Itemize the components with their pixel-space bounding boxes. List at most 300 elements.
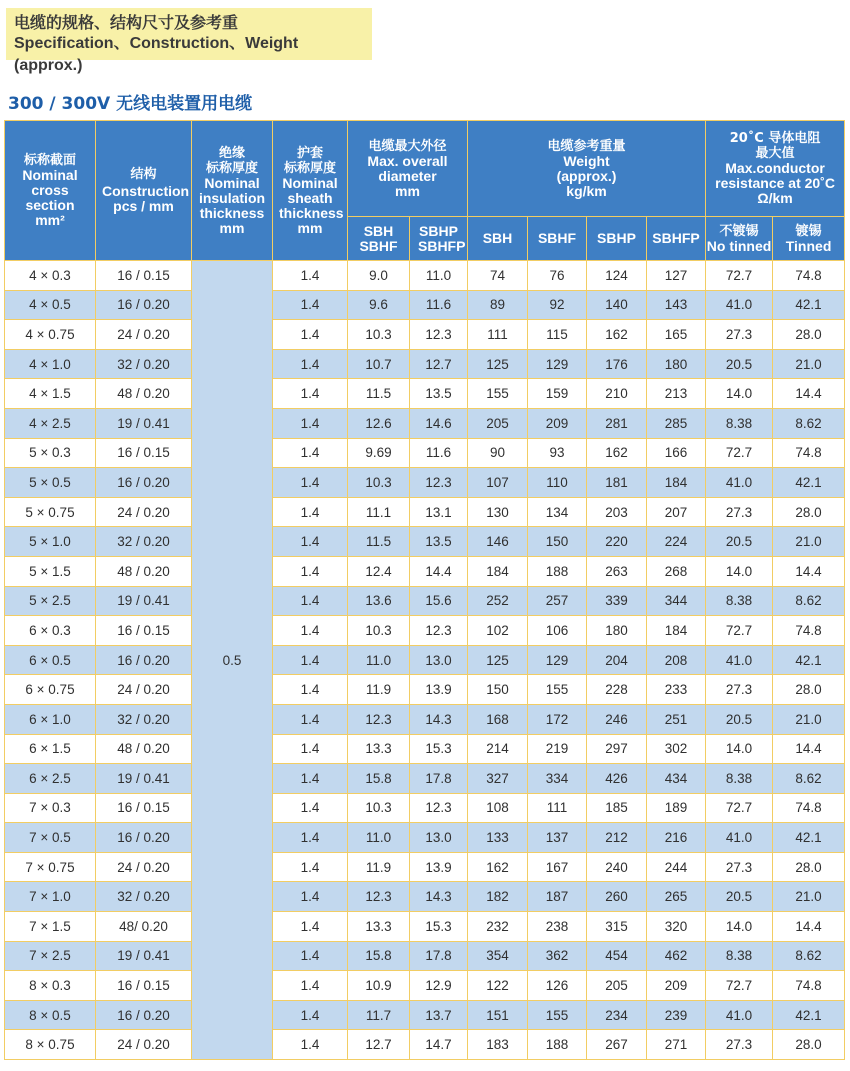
section-title-cn: 电缆的规格、结构尺寸及参考重 <box>14 13 239 32</box>
cell-res-no-tinned: 41.0 <box>706 1000 773 1030</box>
cell-od-sbh-sbhf: 9.6 <box>348 290 410 320</box>
cell-res-no-tinned: 14.0 <box>706 912 773 942</box>
cell-res-tinned: 42.1 <box>773 645 845 675</box>
cell-weight-sbh: 168 <box>468 704 528 734</box>
cell-weight-sbhp: 180 <box>587 616 647 646</box>
cell-od-sbhp-sbhfp: 11.6 <box>410 438 468 468</box>
cell-od-sbhp-sbhfp: 17.8 <box>410 941 468 971</box>
table-row <box>5 793 845 823</box>
cell-sheath: 1.4 <box>273 823 348 853</box>
cell-weight-sbh: 125 <box>468 349 528 379</box>
cell-res-tinned: 74.8 <box>773 616 845 646</box>
cell-nominal: 7 × 0.3 <box>5 793 96 823</box>
cell-od-sbhp-sbhfp: 13.0 <box>410 823 468 853</box>
cell-res-tinned: 74.8 <box>773 793 845 823</box>
spec-table <box>4 120 845 1060</box>
cell-od-sbhp-sbhfp: 13.9 <box>410 675 468 705</box>
cell-weight-sbhp: 185 <box>587 793 647 823</box>
cell-construction: 16 / 0.20 <box>96 290 192 320</box>
table-row <box>5 438 845 468</box>
cell-weight-sbhf: 219 <box>528 734 587 764</box>
cell-construction: 16 / 0.15 <box>96 438 192 468</box>
cell-weight-sbhf: 76 <box>528 261 587 291</box>
cell-sheath: 1.4 <box>273 379 348 409</box>
cell-res-tinned: 28.0 <box>773 675 845 705</box>
cell-weight-sbhp: 240 <box>587 852 647 882</box>
cell-weight-sbhfp: 166 <box>647 438 706 468</box>
header-weight-sbhfp: SBHFP <box>647 217 706 261</box>
cell-weight-sbhf: 110 <box>528 468 587 498</box>
table-row <box>5 912 845 942</box>
cell-od-sbh-sbhf: 13.6 <box>348 586 410 616</box>
cell-weight-sbhf: 187 <box>528 882 587 912</box>
cell-res-no-tinned: 41.0 <box>706 290 773 320</box>
cell-od-sbh-sbhf: 11.0 <box>348 823 410 853</box>
cell-weight-sbhf: 115 <box>528 320 587 350</box>
cell-nominal: 4 × 1.0 <box>5 349 96 379</box>
cell-weight-sbh: 252 <box>468 586 528 616</box>
table-row <box>5 556 845 586</box>
cell-od-sbh-sbhf: 10.3 <box>348 320 410 350</box>
cell-res-no-tinned: 20.5 <box>706 882 773 912</box>
cell-od-sbhp-sbhfp: 14.3 <box>410 704 468 734</box>
cell-nominal: 5 × 0.3 <box>5 438 96 468</box>
cell-weight-sbhfp: 184 <box>647 468 706 498</box>
cell-res-tinned: 28.0 <box>773 852 845 882</box>
cell-sheath: 1.4 <box>273 941 348 971</box>
cell-od-sbh-sbhf: 11.5 <box>348 527 410 557</box>
cell-weight-sbhp: 210 <box>587 379 647 409</box>
cell-nominal: 6 × 2.5 <box>5 764 96 794</box>
cell-od-sbh-sbhf: 12.4 <box>348 556 410 586</box>
cell-construction: 16 / 0.15 <box>96 793 192 823</box>
cell-weight-sbhp: 315 <box>587 912 647 942</box>
cell-weight-sbhfp: 233 <box>647 675 706 705</box>
header-od-sbh-sbhf: SBH SBHF <box>348 217 410 261</box>
cell-sheath: 1.4 <box>273 349 348 379</box>
table-row <box>5 852 845 882</box>
cell-nominal: 7 × 2.5 <box>5 941 96 971</box>
cell-od-sbh-sbhf: 12.3 <box>348 704 410 734</box>
cell-construction: 19 / 0.41 <box>96 586 192 616</box>
cell-weight-sbhp: 220 <box>587 527 647 557</box>
cell-construction: 19 / 0.41 <box>96 408 192 438</box>
cell-od-sbh-sbhf: 12.7 <box>348 1030 410 1060</box>
cell-od-sbh-sbhf: 13.3 <box>348 912 410 942</box>
cell-res-no-tinned: 20.5 <box>706 349 773 379</box>
cell-weight-sbh: 162 <box>468 852 528 882</box>
table-row <box>5 586 845 616</box>
cell-construction: 16 / 0.20 <box>96 823 192 853</box>
cell-nominal: 5 × 1.5 <box>5 556 96 586</box>
table-row <box>5 823 845 853</box>
cell-weight-sbhfp: 213 <box>647 379 706 409</box>
table-row <box>5 349 845 379</box>
cell-res-no-tinned: 27.3 <box>706 852 773 882</box>
cell-nominal: 6 × 1.5 <box>5 734 96 764</box>
table-row <box>5 379 845 409</box>
cell-weight-sbhp: 260 <box>587 882 647 912</box>
cell-res-tinned: 8.62 <box>773 764 845 794</box>
cell-nominal: 4 × 0.75 <box>5 320 96 350</box>
header-resistance: 20˚C 导体电阻 最大值 Max.conductor resistance at 20˚C Ω/km <box>706 121 845 217</box>
cell-res-tinned: 42.1 <box>773 1000 845 1030</box>
cell-weight-sbh: 183 <box>468 1030 528 1060</box>
cell-res-no-tinned: 8.38 <box>706 408 773 438</box>
cell-weight-sbhfp: 239 <box>647 1000 706 1030</box>
cell-weight-sbhfp: 209 <box>647 971 706 1001</box>
cell-res-tinned: 28.0 <box>773 320 845 350</box>
cell-weight-sbhf: 137 <box>528 823 587 853</box>
cell-weight-sbh: 184 <box>468 556 528 586</box>
cell-od-sbh-sbhf: 10.9 <box>348 971 410 1001</box>
cell-sheath: 1.4 <box>273 1030 348 1060</box>
cell-res-no-tinned: 14.0 <box>706 556 773 586</box>
table-row <box>5 704 845 734</box>
table-row <box>5 527 845 557</box>
cell-nominal: 7 × 0.75 <box>5 852 96 882</box>
cell-res-no-tinned: 41.0 <box>706 468 773 498</box>
cell-sheath: 1.4 <box>273 408 348 438</box>
cell-weight-sbhfp: 285 <box>647 408 706 438</box>
cell-weight-sbh: 102 <box>468 616 528 646</box>
cell-res-tinned: 74.8 <box>773 438 845 468</box>
table-subtitle: 300 / 300V 无线电装置用电缆 <box>8 94 253 114</box>
cell-weight-sbhf: 188 <box>528 1030 587 1060</box>
cell-od-sbhp-sbhfp: 13.9 <box>410 852 468 882</box>
cell-od-sbh-sbhf: 11.5 <box>348 379 410 409</box>
cell-res-tinned: 14.4 <box>773 556 845 586</box>
cell-nominal: 8 × 0.3 <box>5 971 96 1001</box>
table-row <box>5 497 845 527</box>
cell-weight-sbhf: 126 <box>528 971 587 1001</box>
cell-od-sbhp-sbhfp: 15.3 <box>410 734 468 764</box>
header-sheath: 护套 标称厚度 Nominal sheath thickness mm <box>273 121 348 261</box>
cell-nominal: 7 × 1.5 <box>5 912 96 942</box>
cell-weight-sbhf: 129 <box>528 349 587 379</box>
cell-weight-sbhf: 155 <box>528 675 587 705</box>
cell-res-no-tinned: 27.3 <box>706 497 773 527</box>
cell-nominal: 6 × 1.0 <box>5 704 96 734</box>
table-row <box>5 616 845 646</box>
cell-weight-sbhfp: 180 <box>647 349 706 379</box>
cell-sheath: 1.4 <box>273 882 348 912</box>
section-title-en: Specification、Construction、Weight (approx.) <box>14 35 299 74</box>
table-row <box>5 1030 845 1060</box>
cell-weight-sbhp: 426 <box>587 764 647 794</box>
cell-weight-sbh: 122 <box>468 971 528 1001</box>
cell-res-tinned: 14.4 <box>773 379 845 409</box>
cell-construction: 48 / 0.20 <box>96 734 192 764</box>
cell-od-sbh-sbhf: 15.8 <box>348 941 410 971</box>
cell-weight-sbhfp: 265 <box>647 882 706 912</box>
cell-od-sbh-sbhf: 10.3 <box>348 616 410 646</box>
cell-od-sbh-sbhf: 11.1 <box>348 497 410 527</box>
cell-weight-sbhf: 334 <box>528 764 587 794</box>
cell-construction: 16 / 0.20 <box>96 1000 192 1030</box>
cell-construction: 48/ 0.20 <box>96 912 192 942</box>
cell-construction: 24 / 0.20 <box>96 320 192 350</box>
header-res-no-tinned: 不镀锡 No tinned <box>706 217 773 261</box>
cell-sheath: 1.4 <box>273 852 348 882</box>
cell-construction: 32 / 0.20 <box>96 527 192 557</box>
cell-sheath: 1.4 <box>273 261 348 291</box>
cell-res-tinned: 8.62 <box>773 586 845 616</box>
cell-weight-sbhf: 209 <box>528 408 587 438</box>
cell-od-sbhp-sbhfp: 13.5 <box>410 379 468 409</box>
cell-weight-sbhf: 159 <box>528 379 587 409</box>
cell-weight-sbhp: 162 <box>587 320 647 350</box>
cell-weight-sbh: 111 <box>468 320 528 350</box>
cell-weight-sbh: 107 <box>468 468 528 498</box>
cell-res-no-tinned: 72.7 <box>706 616 773 646</box>
cell-sheath: 1.4 <box>273 468 348 498</box>
cell-weight-sbh: 232 <box>468 912 528 942</box>
cell-weight-sbh: 205 <box>468 408 528 438</box>
header-weight: 电缆参考重量 Weight (approx.) kg/km <box>468 121 706 217</box>
cell-od-sbhp-sbhfp: 11.0 <box>410 261 468 291</box>
cell-od-sbh-sbhf: 9.69 <box>348 438 410 468</box>
cell-sheath: 1.4 <box>273 497 348 527</box>
cell-sheath: 1.4 <box>273 734 348 764</box>
cell-weight-sbhfp: 434 <box>647 764 706 794</box>
cell-weight-sbh: 74 <box>468 261 528 291</box>
table-row <box>5 290 845 320</box>
cell-weight-sbh: 90 <box>468 438 528 468</box>
cell-weight-sbhf: 362 <box>528 941 587 971</box>
cell-weight-sbhf: 134 <box>528 497 587 527</box>
cell-od-sbh-sbhf: 10.3 <box>348 793 410 823</box>
cell-nominal: 5 × 0.5 <box>5 468 96 498</box>
cell-construction: 32 / 0.20 <box>96 704 192 734</box>
cell-sheath: 1.4 <box>273 290 348 320</box>
header-construction: 结构 Construction pcs / mm <box>96 121 192 261</box>
cell-weight-sbh: 146 <box>468 527 528 557</box>
cell-weight-sbhfp: 302 <box>647 734 706 764</box>
cell-od-sbh-sbhf: 10.7 <box>348 349 410 379</box>
header-weight-sbhf: SBHF <box>528 217 587 261</box>
cell-res-no-tinned: 8.38 <box>706 764 773 794</box>
cell-od-sbh-sbhf: 9.0 <box>348 261 410 291</box>
cell-weight-sbhp: 204 <box>587 645 647 675</box>
section-header-box <box>6 8 372 74</box>
table-row <box>5 320 845 350</box>
cell-res-no-tinned: 20.5 <box>706 527 773 557</box>
cell-res-no-tinned: 41.0 <box>706 645 773 675</box>
cell-weight-sbhp: 212 <box>587 823 647 853</box>
cell-weight-sbhp: 267 <box>587 1030 647 1060</box>
cell-od-sbhp-sbhfp: 14.6 <box>410 408 468 438</box>
cell-sheath: 1.4 <box>273 586 348 616</box>
cell-weight-sbhfp: 344 <box>647 586 706 616</box>
cell-od-sbhp-sbhfp: 14.7 <box>410 1030 468 1060</box>
cell-res-no-tinned: 8.38 <box>706 586 773 616</box>
cell-weight-sbhfp: 224 <box>647 527 706 557</box>
cell-res-no-tinned: 72.7 <box>706 971 773 1001</box>
cell-res-tinned: 74.8 <box>773 261 845 291</box>
cell-res-no-tinned: 72.7 <box>706 438 773 468</box>
cell-weight-sbh: 130 <box>468 497 528 527</box>
cell-weight-sbhfp: 184 <box>647 616 706 646</box>
cell-res-no-tinned: 8.38 <box>706 941 773 971</box>
cell-nominal: 4 × 1.5 <box>5 379 96 409</box>
cell-weight-sbhf: 155 <box>528 1000 587 1030</box>
table-row <box>5 675 845 705</box>
cell-sheath: 1.4 <box>273 704 348 734</box>
cell-od-sbh-sbhf: 13.3 <box>348 734 410 764</box>
table-row <box>5 261 845 291</box>
cell-weight-sbhf: 129 <box>528 645 587 675</box>
cell-od-sbhp-sbhfp: 14.4 <box>410 556 468 586</box>
cell-nominal: 4 × 2.5 <box>5 408 96 438</box>
cell-od-sbh-sbhf: 11.0 <box>348 645 410 675</box>
cell-weight-sbhp: 454 <box>587 941 647 971</box>
cell-res-no-tinned: 41.0 <box>706 823 773 853</box>
cell-weight-sbhf: 150 <box>528 527 587 557</box>
header-weight-sbh: SBH <box>468 217 528 261</box>
cell-res-no-tinned: 27.3 <box>706 1030 773 1060</box>
cell-od-sbhp-sbhfp: 12.3 <box>410 793 468 823</box>
cell-res-no-tinned: 20.5 <box>706 704 773 734</box>
spec-table-body <box>5 261 845 1060</box>
cell-weight-sbh: 133 <box>468 823 528 853</box>
cell-res-no-tinned: 14.0 <box>706 379 773 409</box>
cell-weight-sbh: 150 <box>468 675 528 705</box>
cell-od-sbh-sbhf: 15.8 <box>348 764 410 794</box>
cell-construction: 24 / 0.20 <box>96 497 192 527</box>
cell-res-no-tinned: 27.3 <box>706 675 773 705</box>
cell-construction: 16 / 0.20 <box>96 468 192 498</box>
cell-weight-sbh: 182 <box>468 882 528 912</box>
cell-od-sbhp-sbhfp: 13.7 <box>410 1000 468 1030</box>
cell-weight-sbhfp: 207 <box>647 497 706 527</box>
cell-weight-sbhfp: 268 <box>647 556 706 586</box>
cell-nominal: 8 × 0.5 <box>5 1000 96 1030</box>
cell-weight-sbh: 125 <box>468 645 528 675</box>
cell-construction: 16 / 0.15 <box>96 971 192 1001</box>
cell-weight-sbhp: 124 <box>587 261 647 291</box>
cell-weight-sbh: 151 <box>468 1000 528 1030</box>
cell-od-sbhp-sbhfp: 15.6 <box>410 586 468 616</box>
cell-weight-sbhfp: 271 <box>647 1030 706 1060</box>
header-nominal: 标称截面 Nominal cross section mm² <box>5 121 96 261</box>
cell-weight-sbhp: 339 <box>587 586 647 616</box>
cell-weight-sbhf: 111 <box>528 793 587 823</box>
cell-od-sbhp-sbhfp: 12.3 <box>410 320 468 350</box>
cell-weight-sbh: 214 <box>468 734 528 764</box>
cell-weight-sbhfp: 251 <box>647 704 706 734</box>
cell-weight-sbhfp: 143 <box>647 290 706 320</box>
cell-od-sbh-sbhf: 11.9 <box>348 852 410 882</box>
table-row <box>5 764 845 794</box>
cell-weight-sbhp: 281 <box>587 408 647 438</box>
cell-insulation: 0.5 <box>192 261 273 1060</box>
cell-res-no-tinned: 72.7 <box>706 793 773 823</box>
cell-weight-sbhp: 140 <box>587 290 647 320</box>
cell-weight-sbhf: 257 <box>528 586 587 616</box>
cell-weight-sbh: 155 <box>468 379 528 409</box>
cell-od-sbhp-sbhfp: 13.1 <box>410 497 468 527</box>
cell-res-no-tinned: 72.7 <box>706 261 773 291</box>
cell-weight-sbhp: 263 <box>587 556 647 586</box>
cell-od-sbhp-sbhfp: 17.8 <box>410 764 468 794</box>
cell-res-tinned: 42.1 <box>773 823 845 853</box>
cell-weight-sbhf: 172 <box>528 704 587 734</box>
cell-res-tinned: 74.8 <box>773 971 845 1001</box>
cell-construction: 32 / 0.20 <box>96 349 192 379</box>
cell-sheath: 1.4 <box>273 320 348 350</box>
cell-sheath: 1.4 <box>273 1000 348 1030</box>
cell-weight-sbhfp: 208 <box>647 645 706 675</box>
cell-construction: 24 / 0.20 <box>96 675 192 705</box>
header-od-sbhp-sbhfp: SBHP SBHFP <box>410 217 468 261</box>
cell-weight-sbh: 354 <box>468 941 528 971</box>
cell-weight-sbhfp: 189 <box>647 793 706 823</box>
cell-od-sbhp-sbhfp: 15.3 <box>410 912 468 942</box>
cell-res-tinned: 8.62 <box>773 941 845 971</box>
cell-weight-sbhfp: 127 <box>647 261 706 291</box>
cell-weight-sbhfp: 320 <box>647 912 706 942</box>
cell-weight-sbhp: 181 <box>587 468 647 498</box>
cell-res-tinned: 21.0 <box>773 882 845 912</box>
cell-od-sbh-sbhf: 12.3 <box>348 882 410 912</box>
cell-nominal: 4 × 0.3 <box>5 261 96 291</box>
cell-nominal: 4 × 0.5 <box>5 290 96 320</box>
cell-od-sbh-sbhf: 11.7 <box>348 1000 410 1030</box>
cell-od-sbh-sbhf: 11.9 <box>348 675 410 705</box>
cell-nominal: 6 × 0.3 <box>5 616 96 646</box>
cell-od-sbhp-sbhfp: 12.3 <box>410 616 468 646</box>
header-insulation: 绝缘 标称厚度 Nominal insulation thickness mm <box>192 121 273 261</box>
cell-res-no-tinned: 14.0 <box>706 734 773 764</box>
cell-construction: 24 / 0.20 <box>96 1030 192 1060</box>
cell-res-tinned: 21.0 <box>773 527 845 557</box>
cell-construction: 19 / 0.41 <box>96 941 192 971</box>
cell-weight-sbhfp: 244 <box>647 852 706 882</box>
cell-nominal: 5 × 1.0 <box>5 527 96 557</box>
cell-weight-sbhp: 246 <box>587 704 647 734</box>
cell-weight-sbhp: 234 <box>587 1000 647 1030</box>
cell-res-tinned: 28.0 <box>773 497 845 527</box>
cell-res-tinned: 8.62 <box>773 408 845 438</box>
cell-sheath: 1.4 <box>273 675 348 705</box>
cell-res-tinned: 42.1 <box>773 290 845 320</box>
cell-nominal: 7 × 0.5 <box>5 823 96 853</box>
cell-weight-sbhp: 203 <box>587 497 647 527</box>
cell-weight-sbhp: 297 <box>587 734 647 764</box>
cell-res-tinned: 14.4 <box>773 734 845 764</box>
cell-weight-sbhfp: 462 <box>647 941 706 971</box>
cell-nominal: 6 × 0.5 <box>5 645 96 675</box>
cell-res-tinned: 42.1 <box>773 468 845 498</box>
table-row <box>5 971 845 1001</box>
cell-od-sbhp-sbhfp: 13.0 <box>410 645 468 675</box>
cell-weight-sbhfp: 165 <box>647 320 706 350</box>
cell-construction: 48 / 0.20 <box>96 379 192 409</box>
cell-od-sbhp-sbhfp: 12.7 <box>410 349 468 379</box>
cell-nominal: 7 × 1.0 <box>5 882 96 912</box>
cell-res-tinned: 21.0 <box>773 349 845 379</box>
header-weight-sbhp: SBHP <box>587 217 647 261</box>
cell-construction: 16 / 0.15 <box>96 261 192 291</box>
cell-construction: 48 / 0.20 <box>96 556 192 586</box>
cell-weight-sbhp: 162 <box>587 438 647 468</box>
cell-res-tinned: 28.0 <box>773 1030 845 1060</box>
header-res-tinned: 镀锡 Tinned <box>773 217 845 261</box>
cell-od-sbhp-sbhfp: 13.5 <box>410 527 468 557</box>
cell-od-sbhp-sbhfp: 14.3 <box>410 882 468 912</box>
cell-sheath: 1.4 <box>273 793 348 823</box>
